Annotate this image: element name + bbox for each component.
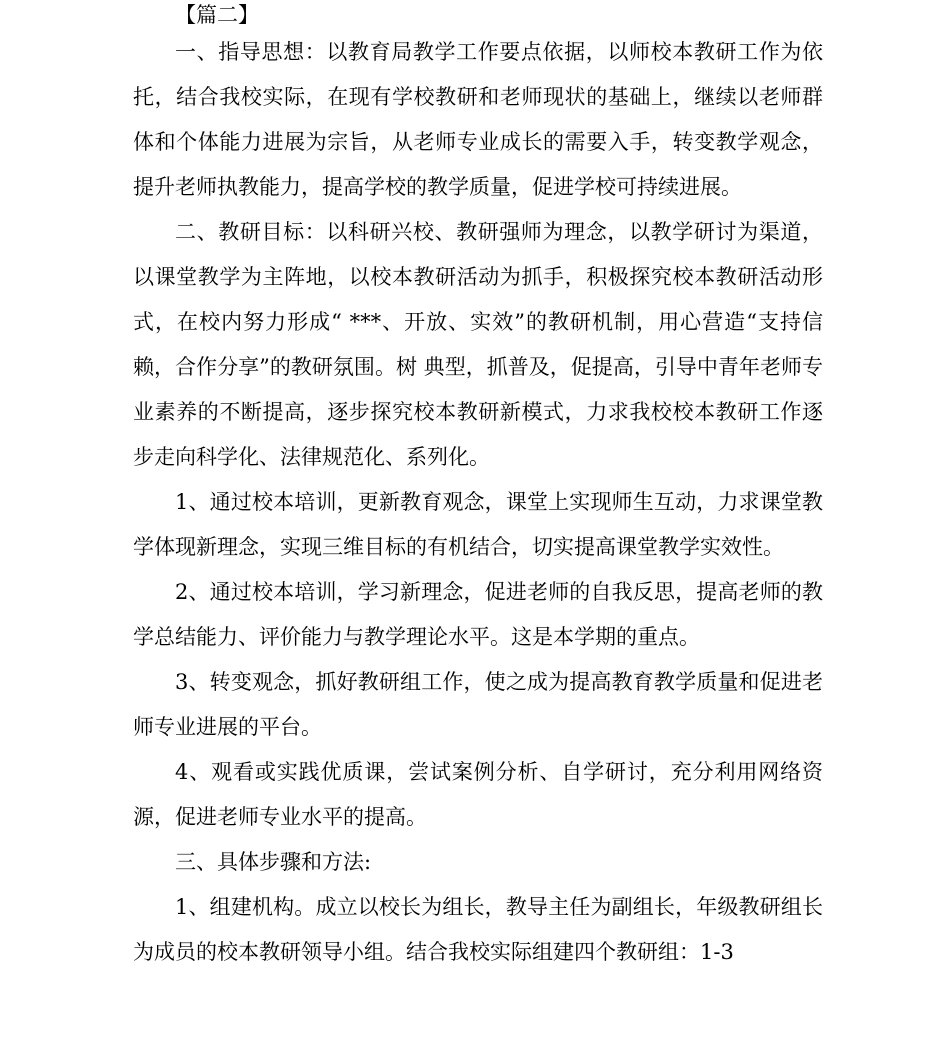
paragraph-teaching-research-goal: 二、教研目标：以科研兴校、教研强师为理念，以教学研讨为渠道，以课堂教学为主阵地，以校本教研活动为抓手，积极探究校本教研活动形式，在校内努力形成“ ***、开放、实效”的教研机制，用心营造“支持信赖，合作分享”的教研氛围。树 典型，抓普及，促提高，引导中青年老师专业素养的不断提高，逐步探究校本教研新模式，力求我校校本教研工作逐步走向科学化、法律规范化、系列化。 — [133, 220, 823, 469]
section-title: 【篇二】 — [175, 3, 259, 27]
paragraph-goal-item-2: 2、通过校本培训，学习新理念，促进老师的自我反思，提高老师的教学总结能力、评价能力与教学理论水平。这是本学期的重点。 — [133, 580, 823, 649]
paragraph-step-1: 1、组建机构。成立以校长为组长，教导主任为副组长，年级教研组长为成员的校本教研领导小组。结合我校实际组建四个教研组：1-3 — [133, 895, 823, 964]
paragraph-goal-item-4: 4、观看或实践优质课，尝试案例分析、自学研讨，充分利用网络资源，促进老师专业水平的提高。 — [133, 760, 823, 829]
paragraph-goal-item-1: 1、通过校本培训，更新教育观念，课堂上实现师生互动，力求课堂教学体现新理念，实现三维目标的有机结合，切实提高课堂教学实效性。 — [133, 490, 823, 559]
paragraph-steps-heading: 三、具体步骤和方法: — [175, 850, 372, 874]
paragraph-goal-item-3: 3、转变观念，抓好教研组工作，使之成为提高教育教学质量和促进老师专业进展的平台。 — [133, 670, 823, 739]
document-body — [133, 0, 823, 975]
paragraph-guiding-ideology: 一、指导思想：以教育局教学工作要点依据，以师校本教研工作为依托，结合我校实际，在现有学校教研和老师现状的基础上，继续以老师群体和个体能力进展为宗旨，从老师专业成长的需要入手，转变教学观念，提升老师执教能力，提高学校的教学质量，促进学校可持续进展。 — [133, 40, 823, 199]
